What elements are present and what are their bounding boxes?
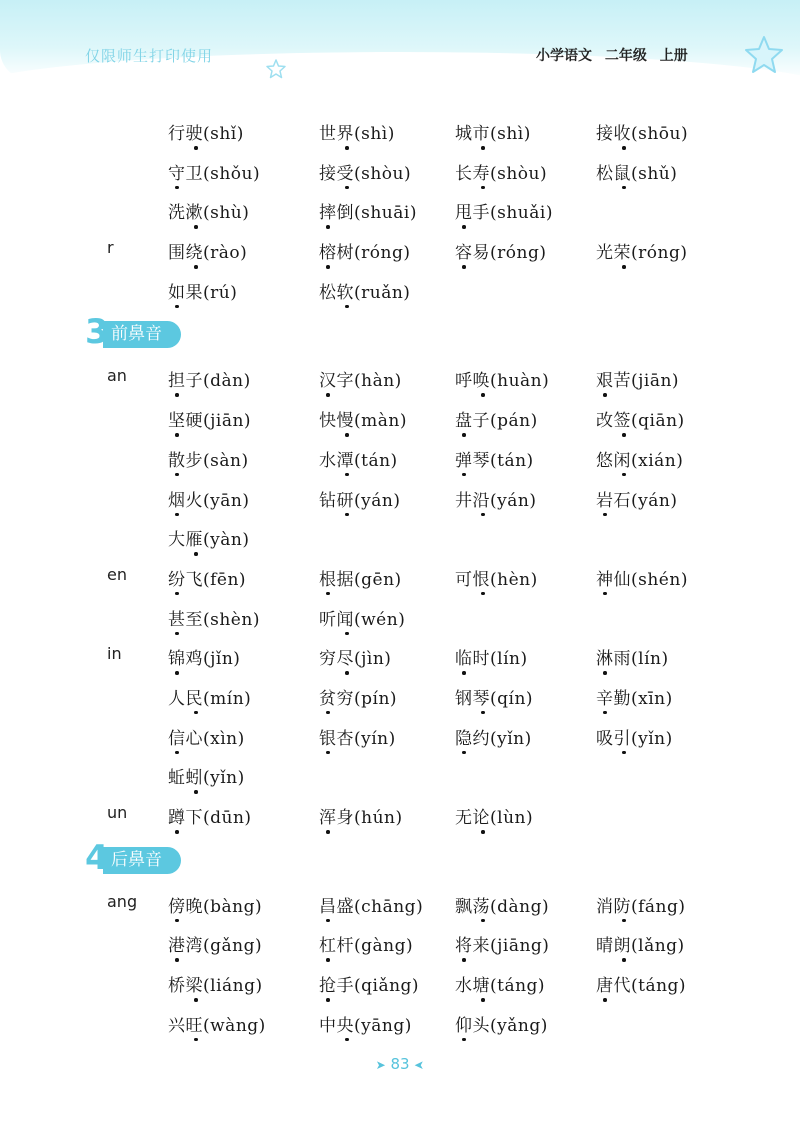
word-entry — [455, 684, 533, 709]
word-entry — [455, 198, 553, 223]
vowel-label: an — [107, 366, 127, 386]
emphasis-dot — [326, 958, 330, 962]
word-entry — [596, 971, 686, 996]
word-entry — [455, 366, 549, 391]
word-text: 呼唤(huàn) — [455, 371, 550, 392]
emphasis-dot — [194, 146, 198, 150]
word-text: 弹琴(tán) — [455, 450, 534, 471]
word-entry — [596, 931, 685, 956]
word-text: 贫穷(pín) — [319, 688, 398, 709]
word-entry — [168, 971, 263, 996]
emphasis-dot — [175, 513, 179, 517]
word-entry — [319, 724, 396, 749]
section-heading — [0, 837, 800, 886]
word-text: 钻研(yán) — [319, 490, 401, 511]
emphasis-dot — [175, 671, 179, 675]
word-text: 守卫(shǒu) — [168, 163, 261, 184]
word-text: 蚯蚓(yǐn) — [168, 768, 245, 789]
word-list — [0, 113, 800, 1044]
word-row — [0, 797, 800, 837]
word-text: 无论(lùn) — [455, 808, 534, 828]
word-text: 飘荡(dàng) — [455, 896, 550, 917]
emphasis-dot — [622, 186, 626, 190]
word-row — [0, 360, 800, 400]
word-entry — [168, 406, 251, 431]
word-entry — [168, 763, 245, 788]
word-text: 担子(dàn) — [168, 371, 251, 392]
vowel-label: un — [107, 803, 128, 822]
page-footer — [0, 1055, 800, 1073]
word-entry — [168, 446, 249, 471]
word-text: 长寿(shòu) — [455, 163, 548, 184]
word-text: 神仙(shén) — [596, 569, 688, 590]
word-entry — [319, 644, 391, 669]
word-entry — [319, 119, 395, 144]
section-number: 3 — [85, 312, 109, 353]
word-text: 纷飞(fēn) — [168, 569, 247, 590]
word-row — [0, 113, 800, 153]
emphasis-dot — [194, 225, 198, 229]
word-text: 容易(róng) — [455, 243, 547, 264]
emphasis-dot — [622, 265, 626, 269]
emphasis-dot — [603, 671, 607, 675]
emphasis-dot — [175, 958, 179, 962]
emphasis-dot — [175, 592, 179, 596]
word-text: 临时(lín) — [455, 649, 528, 670]
word-entry — [455, 446, 534, 471]
word-text: 唐代(táng) — [596, 976, 687, 997]
emphasis-dot — [462, 958, 466, 962]
word-text: 根据(gēn) — [319, 569, 402, 590]
word-entry — [455, 406, 538, 431]
word-row — [0, 599, 800, 639]
word-row — [0, 192, 800, 232]
emphasis-dot — [175, 393, 179, 397]
emphasis-dot — [326, 751, 330, 755]
word-text: 烟火(yān) — [168, 490, 250, 511]
emphasis-dot — [345, 186, 349, 190]
vowel-label: in — [107, 644, 122, 664]
word-text: 听闻(wén) — [319, 609, 406, 630]
word-entry — [455, 803, 533, 828]
word-text: 穷尽(jìn) — [319, 649, 392, 670]
word-entry — [168, 644, 240, 669]
word-entry — [319, 366, 402, 391]
word-text: 仰头(yǎng) — [455, 1015, 548, 1036]
emphasis-dot — [622, 433, 626, 437]
word-entry — [168, 892, 262, 917]
word-text: 晴朗(lǎng) — [596, 936, 685, 957]
word-text: 接受(shòu) — [319, 163, 412, 184]
word-entry — [319, 971, 419, 996]
section-title: 前鼻音 — [103, 321, 181, 348]
emphasis-dot — [175, 186, 179, 190]
word-row — [0, 272, 800, 312]
word-entry — [596, 486, 677, 511]
word-entry — [319, 159, 411, 184]
word-text: 松鼠(shǔ) — [596, 163, 678, 184]
word-entry — [168, 803, 252, 828]
word-text: 蹲下(dūn) — [168, 808, 252, 828]
emphasis-dot — [345, 671, 349, 675]
emphasis-dot — [345, 513, 349, 517]
emphasis-dot — [481, 146, 485, 150]
word-entry — [455, 1011, 548, 1036]
word-entry — [455, 238, 546, 263]
word-entry — [319, 1011, 412, 1036]
word-text: 中央(yāng) — [319, 1015, 412, 1036]
word-row — [0, 440, 800, 480]
emphasis-dot — [603, 998, 607, 1002]
word-entry — [168, 525, 249, 550]
section-title: 后鼻音 — [103, 847, 181, 874]
emphasis-dot — [326, 711, 330, 715]
word-text: 井沿(yán) — [455, 490, 537, 511]
emphasis-dot — [603, 513, 607, 517]
word-text: 盘子(pán) — [455, 411, 538, 432]
word-text: 人民(mín) — [168, 688, 252, 709]
word-text: 岩石(yán) — [596, 490, 678, 511]
word-text: 艰苦(jiān) — [596, 371, 680, 392]
word-entry — [596, 159, 677, 184]
word-entry — [168, 366, 251, 391]
word-text: 汉字(hàn) — [319, 371, 402, 392]
word-text: 接收(shōu) — [596, 124, 689, 144]
word-text: 杠杆(gàng) — [319, 936, 414, 957]
word-text: 信心(xìn) — [168, 728, 245, 749]
word-text: 辛勤(xīn) — [596, 688, 673, 709]
emphasis-dot — [175, 433, 179, 437]
arrow-left-icon: ➤ — [414, 1058, 425, 1072]
emphasis-dot — [345, 305, 349, 309]
star-icon — [265, 58, 287, 80]
emphasis-dot — [622, 146, 626, 150]
emphasis-dot — [462, 1038, 466, 1042]
emphasis-dot — [481, 592, 485, 596]
word-entry — [455, 931, 549, 956]
word-text: 散步(sàn) — [168, 450, 249, 471]
word-entry — [319, 931, 413, 956]
word-entry — [168, 565, 246, 590]
emphasis-dot — [345, 1038, 349, 1042]
word-text: 坚硬(jiān) — [168, 411, 252, 432]
word-text: 城市(shì) — [455, 124, 531, 144]
word-text: 钢琴(qín) — [455, 688, 534, 709]
emphasis-dot — [326, 393, 330, 397]
emphasis-dot — [194, 998, 198, 1002]
word-text: 围绕(rào) — [168, 243, 248, 264]
word-entry — [596, 684, 673, 709]
word-entry — [168, 931, 262, 956]
word-text: 傍晚(bàng) — [168, 896, 263, 917]
emphasis-dot — [326, 265, 330, 269]
word-entry — [319, 238, 410, 263]
word-text: 港湾(gǎng) — [168, 936, 263, 957]
star-icon — [742, 34, 786, 78]
word-entry — [455, 724, 532, 749]
word-text: 淋雨(lín) — [596, 649, 669, 670]
vowel-label: r — [107, 238, 114, 258]
emphasis-dot — [603, 393, 607, 397]
emphasis-dot — [462, 751, 466, 755]
word-text: 如果(rú) — [168, 282, 238, 303]
word-entry — [596, 406, 685, 431]
emphasis-dot — [175, 919, 179, 923]
emphasis-dot — [462, 265, 466, 269]
word-row — [0, 153, 800, 193]
word-row — [0, 886, 800, 926]
word-entry — [319, 486, 400, 511]
word-entry — [596, 892, 686, 917]
word-text: 改签(qiān) — [596, 411, 685, 432]
word-text: 洗漱(shù) — [168, 203, 250, 224]
word-entry — [596, 238, 687, 263]
emphasis-dot — [194, 790, 198, 794]
word-text: 吸引(yǐn) — [596, 728, 673, 749]
word-entry — [168, 605, 260, 630]
emphasis-dot — [462, 433, 466, 437]
word-entry — [168, 238, 247, 263]
emphasis-dot — [326, 592, 330, 596]
word-entry — [319, 198, 417, 223]
word-entry — [168, 198, 249, 223]
page-number: 83 — [390, 1055, 410, 1073]
vowel-label: ang — [107, 891, 138, 911]
word-text: 世界(shì) — [319, 124, 395, 144]
emphasis-dot — [175, 473, 179, 477]
word-entry — [319, 278, 410, 303]
word-text: 水潭(tán) — [319, 450, 398, 471]
word-entry — [319, 565, 402, 590]
emphasis-dot — [326, 830, 330, 834]
word-entry — [455, 119, 531, 144]
word-text: 可恨(hèn) — [455, 569, 538, 590]
word-text: 水塘(táng) — [455, 976, 546, 997]
word-entry — [596, 366, 679, 391]
emphasis-dot — [345, 433, 349, 437]
word-row — [0, 480, 800, 520]
word-text: 光荣(róng) — [596, 243, 688, 264]
word-row — [0, 232, 800, 272]
word-entry — [168, 119, 244, 144]
emphasis-dot — [481, 513, 485, 517]
section-heading — [0, 311, 800, 360]
word-entry — [319, 605, 405, 630]
emphasis-dot — [481, 998, 485, 1002]
word-entry — [168, 724, 245, 749]
emphasis-dot — [326, 919, 330, 923]
word-entry — [455, 565, 538, 590]
emphasis-dot — [603, 592, 607, 596]
word-entry — [319, 803, 403, 828]
word-entry — [596, 724, 673, 749]
word-text: 锦鸡(jǐn) — [168, 649, 241, 670]
word-text: 消防(fáng) — [596, 896, 686, 917]
word-text: 甚至(shèn) — [168, 609, 260, 630]
word-row — [0, 925, 800, 965]
word-text: 浑身(hún) — [319, 808, 403, 828]
section-number: 4 — [85, 837, 109, 878]
word-text: 大雁(yàn) — [168, 530, 250, 551]
book-title: 小学语文 二年级 上册 — [536, 48, 688, 64]
word-text: 榕树(róng) — [319, 243, 411, 264]
word-entry — [455, 486, 536, 511]
emphasis-dot — [345, 473, 349, 477]
word-entry — [319, 446, 398, 471]
word-entry — [596, 446, 683, 471]
word-entry — [455, 971, 545, 996]
word-entry — [319, 684, 397, 709]
emphasis-dot — [462, 225, 466, 229]
word-row — [0, 1005, 800, 1045]
emphasis-dot — [462, 671, 466, 675]
emphasis-dot — [345, 146, 349, 150]
word-text: 昌盛(chāng) — [319, 896, 424, 917]
word-text: 隐约(yǐn) — [455, 728, 532, 749]
word-entry — [455, 892, 549, 917]
word-entry — [168, 486, 249, 511]
emphasis-dot — [622, 473, 626, 477]
word-entry — [168, 159, 260, 184]
word-text: 桥梁(liáng) — [168, 976, 263, 997]
word-entry — [168, 684, 251, 709]
emphasis-dot — [481, 830, 485, 834]
page-header — [0, 0, 800, 80]
word-row — [0, 757, 800, 797]
emphasis-dot — [175, 632, 179, 636]
word-entry — [319, 406, 407, 431]
emphasis-dot — [603, 711, 607, 715]
word-entry — [168, 278, 237, 303]
word-entry — [319, 892, 423, 917]
emphasis-dot — [622, 919, 626, 923]
emphasis-dot — [345, 632, 349, 636]
word-text: 悠闲(xián) — [596, 450, 684, 471]
brand-text: 仅限师生打印使用 — [85, 47, 214, 65]
word-text: 银杏(yín) — [319, 728, 396, 749]
word-text: 行驶(shǐ) — [168, 124, 244, 144]
word-entry — [455, 644, 528, 669]
word-row — [0, 965, 800, 1005]
word-text: 摔倒(shuāi) — [319, 203, 417, 224]
word-entry — [596, 644, 669, 669]
word-text: 抢手(qiǎng) — [319, 976, 420, 997]
emphasis-dot — [175, 305, 179, 309]
word-row — [0, 638, 800, 678]
emphasis-dot — [326, 225, 330, 229]
emphasis-dot — [481, 919, 485, 923]
word-entry — [455, 159, 547, 184]
word-text: 兴旺(wàng) — [168, 1015, 266, 1036]
word-entry — [596, 565, 688, 590]
vowel-label: en — [107, 564, 127, 584]
emphasis-dot — [194, 1038, 198, 1042]
emphasis-dot — [194, 711, 198, 715]
emphasis-dot — [175, 751, 179, 755]
word-row — [0, 519, 800, 559]
emphasis-dot — [481, 186, 485, 190]
word-text: 松软(ruǎn) — [319, 282, 411, 303]
emphasis-dot — [326, 998, 330, 1002]
word-row — [0, 400, 800, 440]
emphasis-dot — [462, 473, 466, 477]
emphasis-dot — [175, 830, 179, 834]
emphasis-dot — [194, 265, 198, 269]
arrow-right-icon: ➤ — [375, 1058, 386, 1072]
word-entry — [168, 1011, 266, 1036]
word-text: 将来(jiāng) — [455, 936, 550, 957]
word-text: 甩手(shuǎi) — [455, 203, 553, 224]
emphasis-dot — [622, 958, 626, 962]
emphasis-dot — [622, 751, 626, 755]
emphasis-dot — [194, 552, 198, 556]
word-entry — [596, 119, 688, 144]
word-row — [0, 559, 800, 599]
word-row — [0, 678, 800, 718]
emphasis-dot — [481, 393, 485, 397]
emphasis-dot — [481, 711, 485, 715]
word-text: 快慢(màn) — [319, 411, 407, 432]
word-row — [0, 718, 800, 758]
